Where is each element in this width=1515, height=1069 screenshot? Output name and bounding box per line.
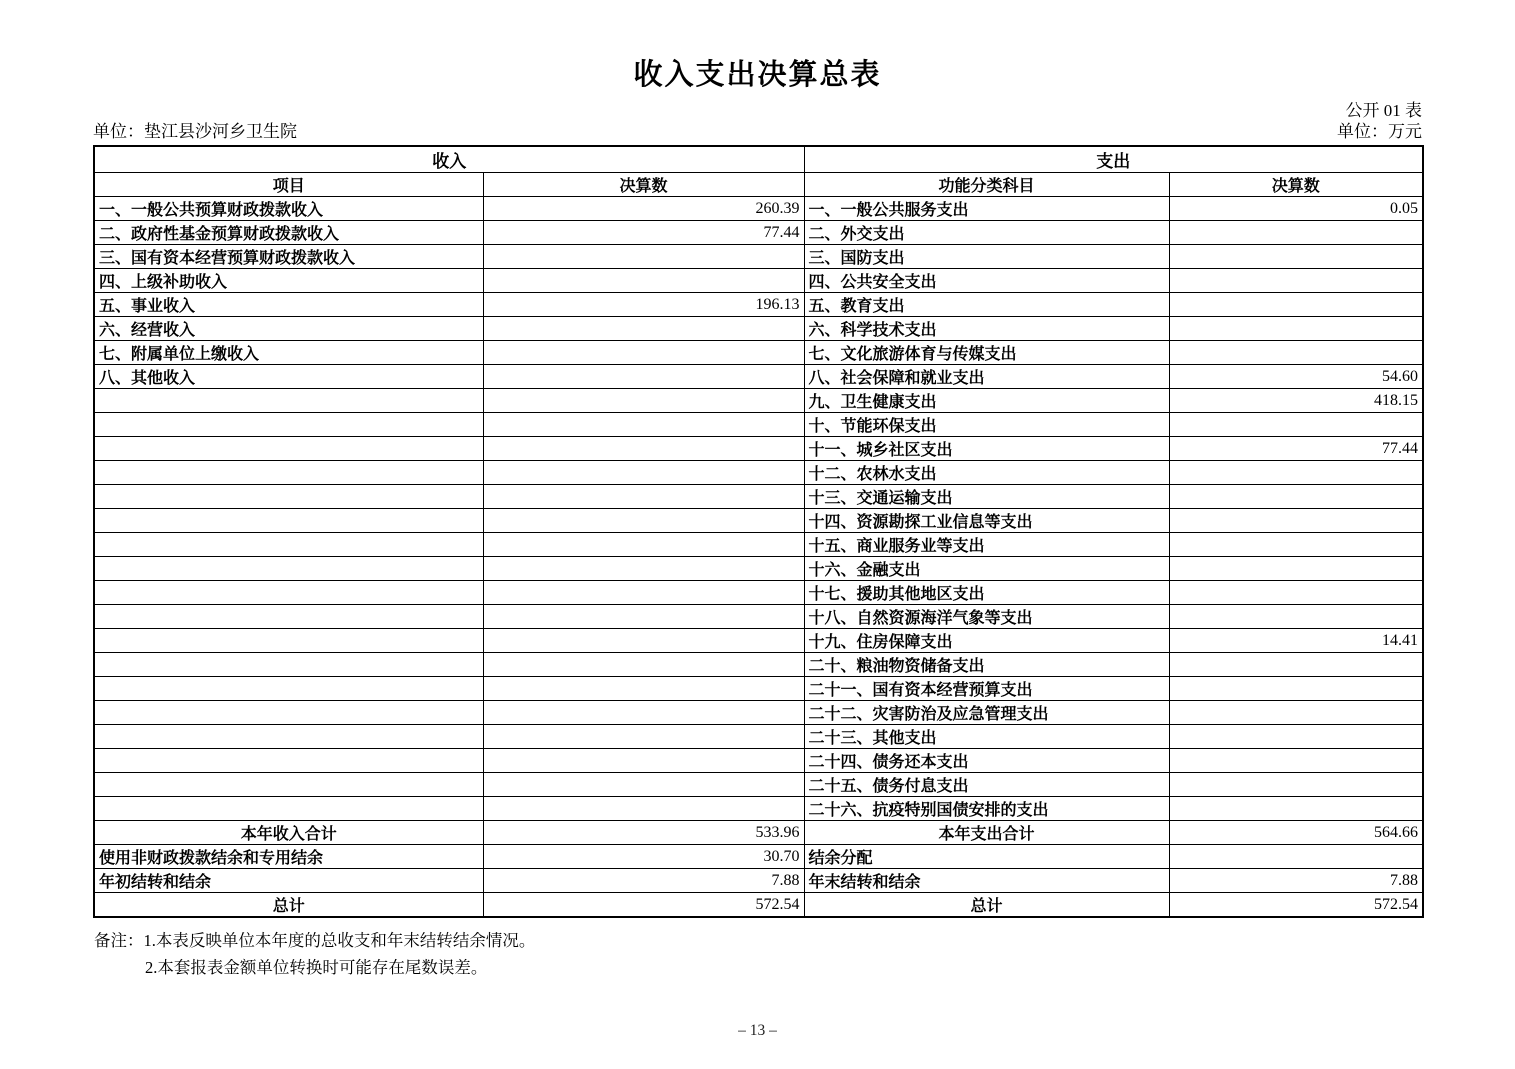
expenditure-amount-cell — [1169, 773, 1423, 797]
form-code-label: 公开 01 表 — [1345, 101, 1422, 120]
expenditure-amount-cell — [1169, 557, 1423, 581]
expenditure-item-cell: 十五、商业服务业等支出 — [804, 533, 1169, 557]
table-row — [94, 365, 1423, 389]
table-row — [94, 653, 1423, 677]
income-amount-cell — [483, 389, 804, 413]
summary-row — [94, 821, 1423, 845]
income-item-cell — [94, 653, 483, 677]
income-summary-label-cell: 使用非财政拨款结余和专用结余 — [94, 845, 483, 869]
expenditure-summary-label-cell: 年末结转和结余 — [804, 869, 1169, 893]
table-row — [94, 773, 1423, 797]
income-amount-cell — [483, 533, 804, 557]
note-line-2: 2.本套报表金额单位转换时可能存在尾数误差。 — [145, 958, 488, 977]
table-row — [94, 269, 1423, 293]
expenditure-amount-cell — [1169, 413, 1423, 437]
table-row — [94, 797, 1423, 821]
income-summary-label-cell: 总计 — [94, 893, 483, 918]
expenditure-amount-cell — [1169, 341, 1423, 365]
income-item-cell — [94, 461, 483, 485]
expenditure-amount-cell — [1169, 509, 1423, 533]
income-amount-cell — [483, 581, 804, 605]
income-amount-cell — [483, 413, 804, 437]
summary-row — [94, 869, 1423, 893]
section-header-expenditure: 支出 — [804, 146, 1423, 173]
table-row — [94, 533, 1423, 557]
income-item-cell — [94, 701, 483, 725]
table-row — [94, 677, 1423, 701]
expenditure-amount-cell — [1169, 533, 1423, 557]
income-item-cell: 八、其他收入 — [94, 365, 483, 389]
income-item-cell: 七、附属单位上缴收入 — [94, 341, 483, 365]
income-item-cell: 三、国有资本经营预算财政拨款收入 — [94, 245, 483, 269]
note-line-1: 备注：1.本表反映单位本年度的总收支和年末结转结余情况。 — [94, 931, 536, 950]
income-amount-cell: 196.13 — [483, 293, 804, 317]
income-summary-amount-cell: 30.70 — [483, 845, 804, 869]
income-amount-cell — [483, 509, 804, 533]
income-amount-cell — [483, 629, 804, 653]
income-item-cell — [94, 485, 483, 509]
income-amount-cell — [483, 557, 804, 581]
income-amount-cell — [483, 245, 804, 269]
expenditure-amount-cell: 418.15 — [1169, 389, 1423, 413]
income-item-cell: 六、经营收入 — [94, 317, 483, 341]
expenditure-amount-cell — [1169, 245, 1423, 269]
expenditure-item-cell: 十六、金融支出 — [804, 557, 1169, 581]
income-item-cell — [94, 509, 483, 533]
expenditure-item-cell: 二十二、灾害防治及应急管理支出 — [804, 701, 1169, 725]
income-item-cell — [94, 557, 483, 581]
expenditure-summary-amount-cell: 572.54 — [1169, 893, 1423, 918]
expenditure-item-cell: 一、一般公共服务支出 — [804, 197, 1169, 221]
col-header-income-amount: 决算数 — [483, 173, 804, 197]
income-amount-cell — [483, 653, 804, 677]
unit-name-label: 单位：垫江县沙河乡卫生院 — [93, 122, 297, 141]
expenditure-amount-cell — [1169, 221, 1423, 245]
income-amount-cell — [483, 773, 804, 797]
table-row — [94, 341, 1423, 365]
income-item-cell — [94, 773, 483, 797]
income-item-cell — [94, 413, 483, 437]
income-item-cell — [94, 605, 483, 629]
income-amount-cell — [483, 725, 804, 749]
section-header-row — [94, 146, 1423, 173]
expenditure-amount-cell — [1169, 461, 1423, 485]
income-amount-cell — [483, 365, 804, 389]
expenditure-item-cell: 三、国防支出 — [804, 245, 1169, 269]
column-header-row — [94, 173, 1423, 197]
expenditure-amount-cell — [1169, 269, 1423, 293]
expenditure-amount-cell — [1169, 317, 1423, 341]
table-row — [94, 749, 1423, 773]
expenditure-summary-amount-cell: 7.88 — [1169, 869, 1423, 893]
table-row — [94, 197, 1423, 221]
income-item-cell — [94, 725, 483, 749]
expenditure-item-cell: 二十一、国有资本经营预算支出 — [804, 677, 1169, 701]
expenditure-amount-cell: 0.05 — [1169, 197, 1423, 221]
table-row — [94, 701, 1423, 725]
expenditure-summary-label-cell: 本年支出合计 — [804, 821, 1169, 845]
expenditure-amount-cell — [1169, 749, 1423, 773]
expenditure-summary-label-cell: 总计 — [804, 893, 1169, 918]
expenditure-item-cell: 九、卫生健康支出 — [804, 389, 1169, 413]
income-amount-cell — [483, 749, 804, 773]
income-amount-cell — [483, 485, 804, 509]
table-row — [94, 485, 1423, 509]
table-row — [94, 437, 1423, 461]
income-item-cell — [94, 533, 483, 557]
income-amount-cell — [483, 269, 804, 293]
expenditure-item-cell: 七、文化旅游体育与传媒支出 — [804, 341, 1169, 365]
income-summary-amount-cell: 533.96 — [483, 821, 804, 845]
table-row — [94, 509, 1423, 533]
income-summary-label-cell: 年初结转和结余 — [94, 869, 483, 893]
income-item-cell — [94, 629, 483, 653]
summary-row — [94, 845, 1423, 869]
table-row — [94, 413, 1423, 437]
income-item-cell — [94, 749, 483, 773]
income-summary-label-cell: 本年收入合计 — [94, 821, 483, 845]
page-number: – 13 – — [738, 1022, 777, 1039]
expenditure-item-cell: 十八、自然资源海洋气象等支出 — [804, 605, 1169, 629]
expenditure-item-cell: 五、教育支出 — [804, 293, 1169, 317]
expenditure-amount-cell — [1169, 581, 1423, 605]
expenditure-amount-cell — [1169, 677, 1423, 701]
expenditure-item-cell: 十一、城乡社区支出 — [804, 437, 1169, 461]
expenditure-amount-cell — [1169, 797, 1423, 821]
expenditure-summary-label-cell: 结余分配 — [804, 845, 1169, 869]
expenditure-item-cell: 十、节能环保支出 — [804, 413, 1169, 437]
col-header-exp-amount: 决算数 — [1169, 173, 1423, 197]
income-item-cell — [94, 437, 483, 461]
expenditure-item-cell: 二、外交支出 — [804, 221, 1169, 245]
expenditure-amount-cell — [1169, 605, 1423, 629]
income-item-cell: 四、上级补助收入 — [94, 269, 483, 293]
col-header-income-item: 项目 — [94, 173, 483, 197]
expenditure-item-cell: 六、科学技术支出 — [804, 317, 1169, 341]
expenditure-summary-amount-cell — [1169, 845, 1423, 869]
income-amount-cell — [483, 677, 804, 701]
budget-summary-table — [93, 145, 1424, 918]
expenditure-amount-cell — [1169, 293, 1423, 317]
income-item-cell: 二、政府性基金预算财政拨款收入 — [94, 221, 483, 245]
expenditure-item-cell: 四、公共安全支出 — [804, 269, 1169, 293]
expenditure-item-cell: 二十六、抗疫特别国债安排的支出 — [804, 797, 1169, 821]
expenditure-amount-cell — [1169, 701, 1423, 725]
table-row — [94, 629, 1423, 653]
page-title: 收入支出决算总表 — [633, 59, 882, 91]
table-row — [94, 557, 1423, 581]
table-row — [94, 317, 1423, 341]
income-amount-cell — [483, 437, 804, 461]
table-row — [94, 725, 1423, 749]
income-amount-cell: 77.44 — [483, 221, 804, 245]
income-amount-cell: 260.39 — [483, 197, 804, 221]
income-summary-amount-cell: 572.54 — [483, 893, 804, 918]
unit-currency-label: 单位：万元 — [1337, 122, 1422, 141]
income-item-cell — [94, 581, 483, 605]
expenditure-item-cell: 十七、援助其他地区支出 — [804, 581, 1169, 605]
col-header-exp-item: 功能分类科目 — [804, 173, 1169, 197]
income-item-cell — [94, 677, 483, 701]
expenditure-item-cell: 十二、农林水支出 — [804, 461, 1169, 485]
meta-row — [93, 117, 1422, 142]
income-summary-amount-cell: 7.88 — [483, 869, 804, 893]
table-row — [94, 293, 1423, 317]
table-row — [94, 245, 1423, 269]
notes-block — [94, 927, 535, 981]
expenditure-amount-cell — [1169, 725, 1423, 749]
expenditure-amount-cell — [1169, 653, 1423, 677]
income-item-cell — [94, 389, 483, 413]
expenditure-summary-amount-cell: 564.66 — [1169, 821, 1423, 845]
income-item-cell: 五、事业收入 — [94, 293, 483, 317]
expenditure-item-cell: 十四、资源勘探工业信息等支出 — [804, 509, 1169, 533]
summary-row — [94, 893, 1423, 918]
section-header-income: 收入 — [94, 146, 804, 173]
expenditure-amount-cell: 14.41 — [1169, 629, 1423, 653]
income-amount-cell — [483, 605, 804, 629]
expenditure-item-cell: 二十四、债务还本支出 — [804, 749, 1169, 773]
expenditure-item-cell: 二十、粮油物资储备支出 — [804, 653, 1169, 677]
expenditure-item-cell: 二十五、债务付息支出 — [804, 773, 1169, 797]
expenditure-amount-cell — [1169, 485, 1423, 509]
table-row — [94, 221, 1423, 245]
table-row — [94, 605, 1423, 629]
income-item-cell: 一、一般公共预算财政拨款收入 — [94, 197, 483, 221]
income-item-cell — [94, 797, 483, 821]
expenditure-amount-cell: 54.60 — [1169, 365, 1423, 389]
income-amount-cell — [483, 701, 804, 725]
income-amount-cell — [483, 317, 804, 341]
expenditure-amount-cell: 77.44 — [1169, 437, 1423, 461]
table-row — [94, 389, 1423, 413]
income-amount-cell — [483, 341, 804, 365]
expenditure-item-cell: 十三、交通运输支出 — [804, 485, 1169, 509]
expenditure-item-cell: 八、社会保障和就业支出 — [804, 365, 1169, 389]
table-row — [94, 581, 1423, 605]
income-amount-cell — [483, 797, 804, 821]
expenditure-item-cell: 十九、住房保障支出 — [804, 629, 1169, 653]
expenditure-item-cell: 二十三、其他支出 — [804, 725, 1169, 749]
income-amount-cell — [483, 461, 804, 485]
table-row — [94, 461, 1423, 485]
